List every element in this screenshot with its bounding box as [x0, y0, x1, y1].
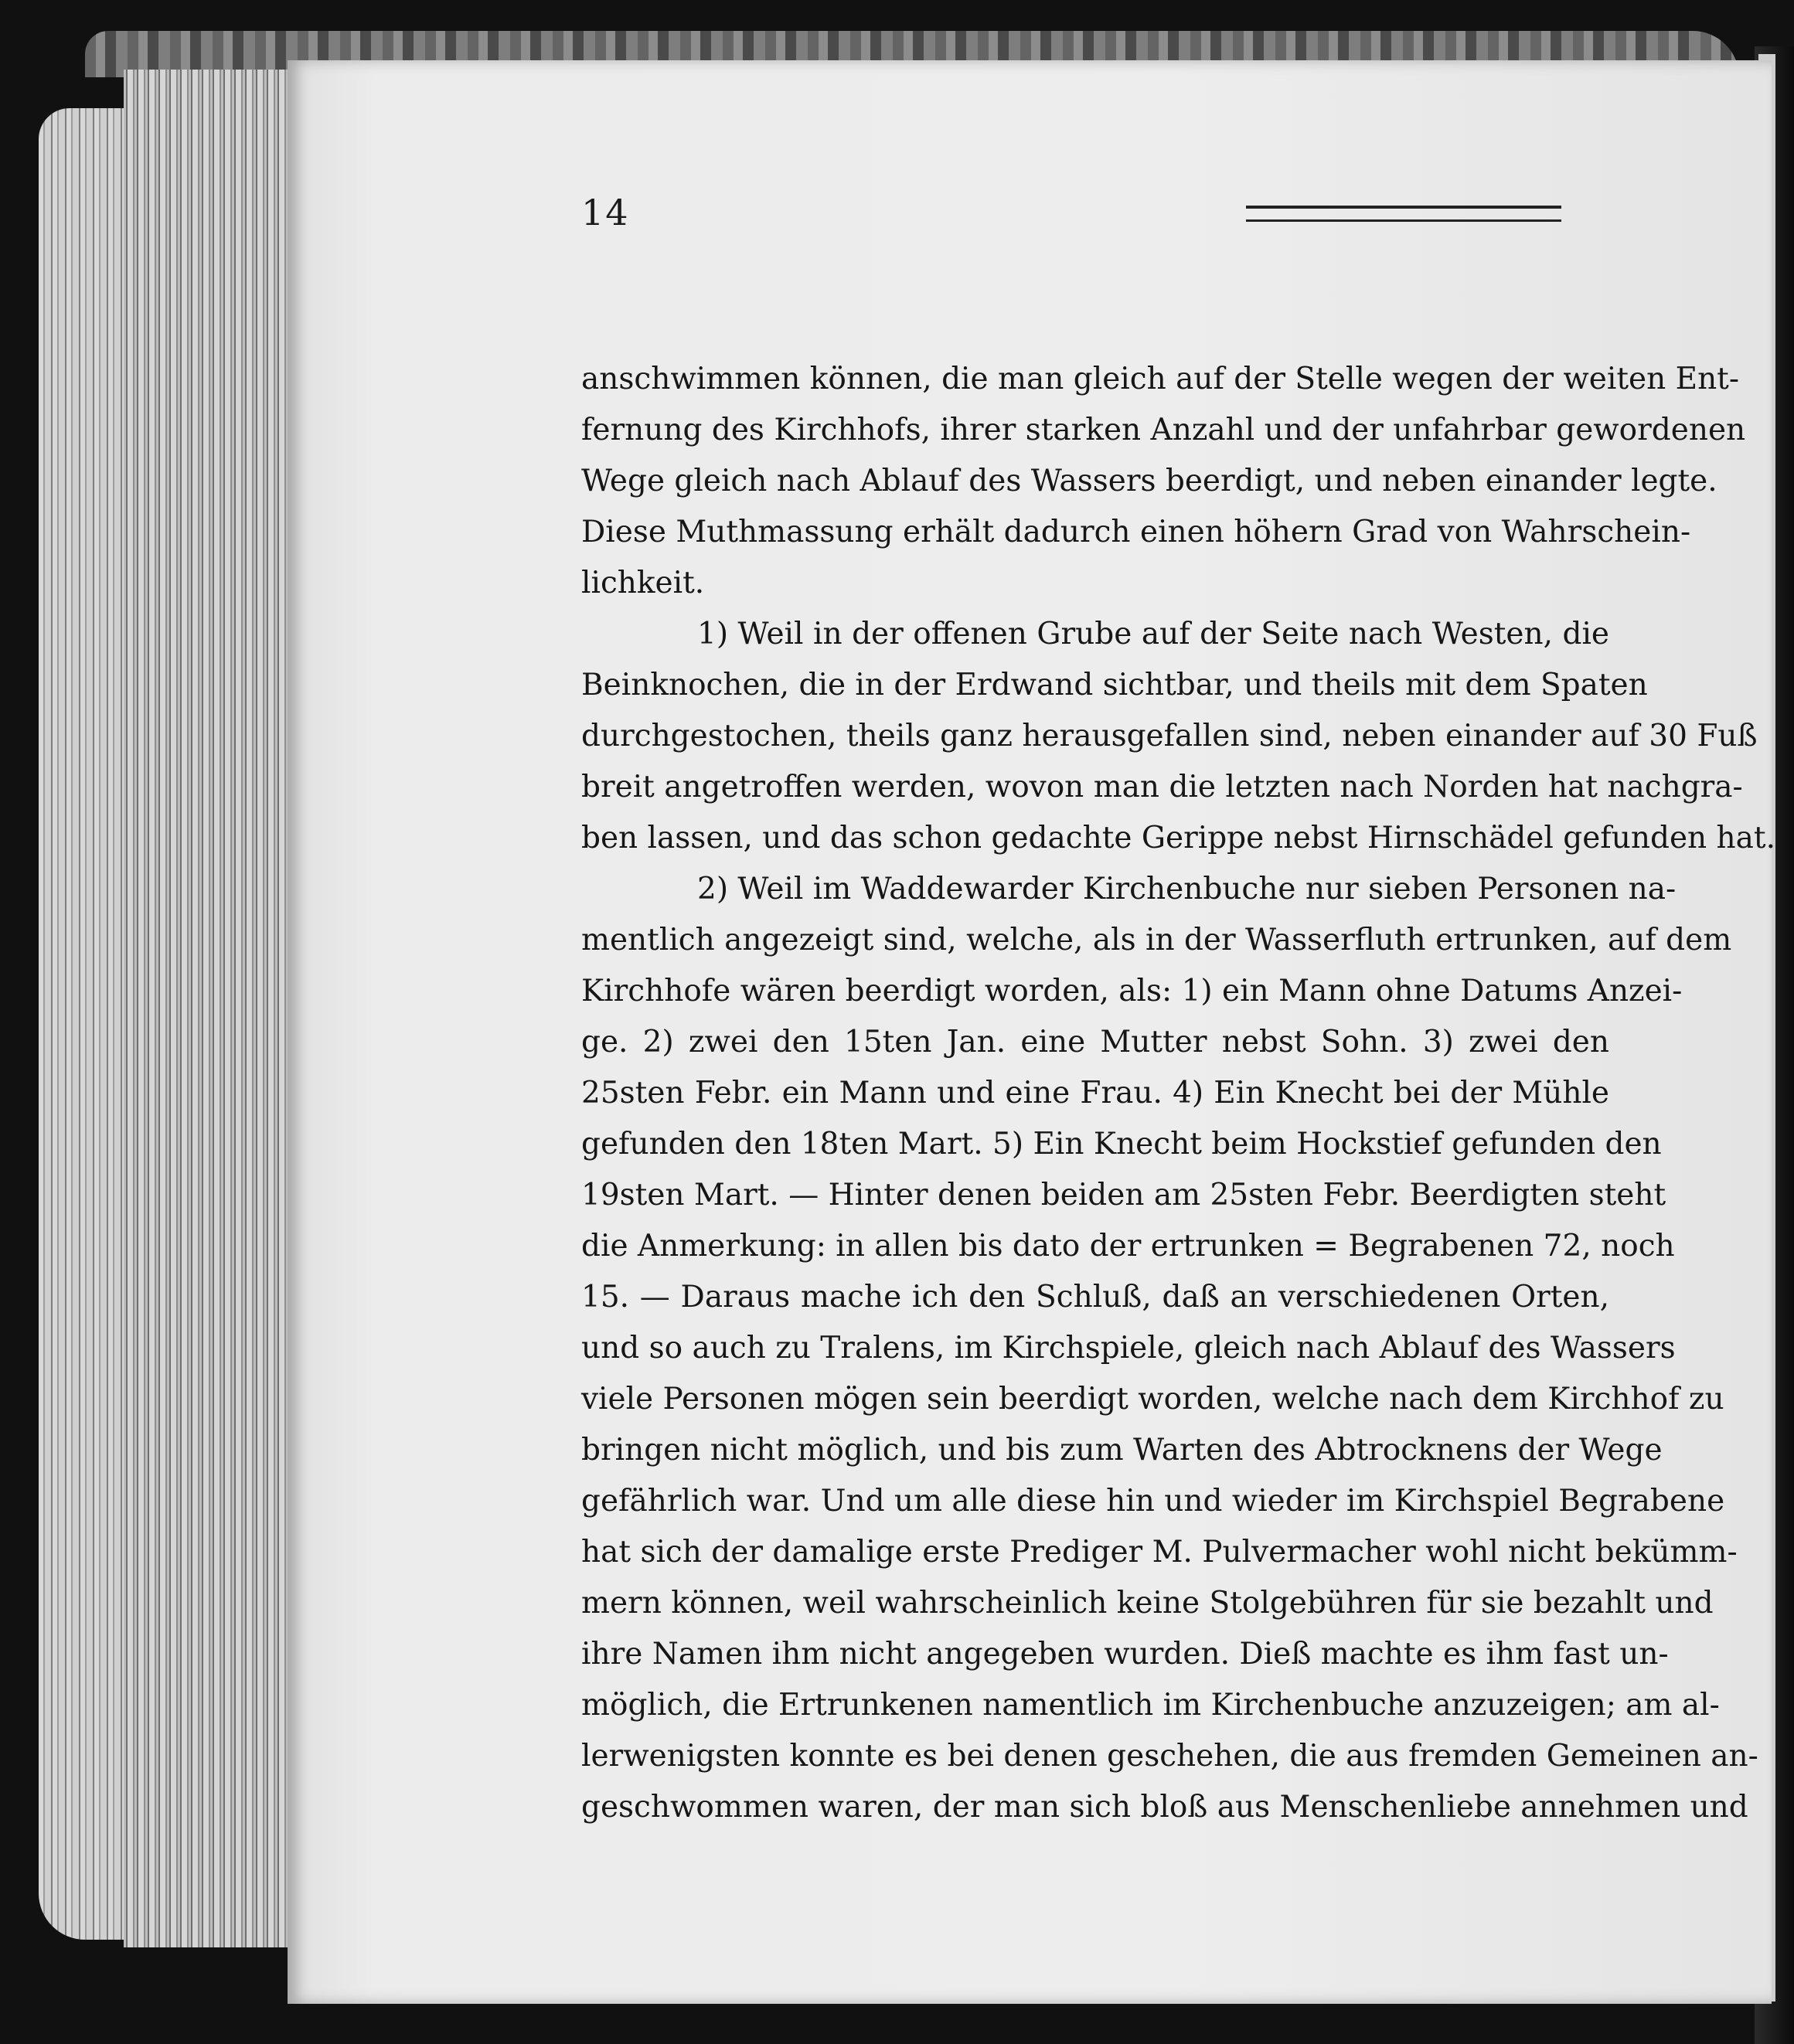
text-line: gefunden den 18ten Mart. 5) Ein Knecht beim Hockstief gefunden den [581, 1127, 1662, 1161]
text-line: breit angetroffen werden, wovon man die letzten nach Norden hat nachgra- [581, 770, 1743, 804]
text-line: ge. 2) zwei den 15ten Jan. eine Mutter nebst Sohn. 3) zwei den [581, 1025, 1609, 1059]
text-line: möglich, die Ertrunkenen namentlich im Kirchenbuche anzuzeigen; am al- [581, 1688, 1720, 1723]
text-line: die Anmerkung: in allen bis dato der ertrunken = Begrabenen 72, noch [581, 1229, 1675, 1263]
text-line: 25sten Febr. ein Mann und eine Frau. 4) Ein Knecht bei der Mühle [581, 1076, 1609, 1110]
book-page [288, 60, 1775, 2004]
text-line: lichkeit. [581, 566, 705, 600]
text-line: 15. — Daraus mache ich den Schluß, daß an verschiedenen Orten, [581, 1280, 1609, 1314]
page-stack-inner-edges [124, 70, 294, 1947]
text-line: fernung des Kirchhofs, ihrer starken Anzahl und der unfahrbar gewordenen [581, 413, 1746, 447]
text-line: Diese Muthmassung erhält dadurch einen höhern Grad von Wahrschein- [581, 515, 1691, 549]
text-line: lerwenigsten konnte es bei denen geschehen, die aus fremden Gemeinen an- [581, 1739, 1758, 1774]
text-line: Kirchhofe wären beerdigt worden, als: 1) ein Mann ohne Datums Anzei- [581, 974, 1683, 1008]
text-line: gefährlich war. Und um alle diese hin und wieder im Kirchspiel Begrabene [581, 1484, 1725, 1519]
text-line: 2) Weil im Waddewarder Kirchenbuche nur sieben Personen na- [697, 872, 1677, 906]
text-line: durchgestochen, theils ganz herausgefallen sind, neben einander auf 30 Fuß [581, 719, 1758, 753]
text-line: geschwommen waren, der man sich bloß aus Menschenliebe annehmen und [581, 1790, 1748, 1825]
text-line: 19sten Mart. — Hinter denen beiden am 25sten Febr. Beerdigten steht [581, 1178, 1666, 1212]
text-line: mern können, weil wahrscheinlich keine Stolgebühren für sie bezahlt und [581, 1586, 1714, 1621]
text-line: Beinknochen, die in der Erdwand sichtbar, und theils mit dem Spaten [581, 668, 1648, 702]
text-line: 1) Weil in der offenen Grube auf der Seite nach Westen, die [697, 617, 1609, 651]
text-line: viele Personen mögen sein beerdigt worden, welche nach dem Kirchhof zu [581, 1382, 1724, 1417]
text-line: bringen nicht möglich, und bis zum Warten des Abtrocknens der Wege [581, 1433, 1663, 1468]
body-text [581, 354, 1775, 1833]
text-line: ihre Namen ihm nicht angegeben wurden. Dieß machte es ihm fast un- [581, 1637, 1669, 1672]
header-rule [1246, 206, 1561, 222]
page-number: 14 [581, 192, 630, 233]
text-line: hat sich der damalige erste Prediger M. Pulvermacher wohl nicht bekümm- [581, 1535, 1738, 1570]
text-line: und so auch zu Tralens, im Kirchspiele, gleich nach Ablauf des Wassers [581, 1331, 1676, 1366]
text-line: Wege gleich nach Ablauf des Wassers beerdigt, und neben einander legte. [581, 464, 1717, 498]
text-line: ben lassen, und das schon gedachte Gerippe nebst Hirnschädel gefunden hat. [581, 821, 1775, 855]
page-header [581, 192, 1586, 253]
text-line: anschwimmen können, die man gleich auf der Stelle wegen der weiten Ent- [581, 362, 1740, 396]
text-line: mentlich angezeigt sind, welche, als in der Wasserfluth ertrunken, auf dem [581, 923, 1732, 957]
